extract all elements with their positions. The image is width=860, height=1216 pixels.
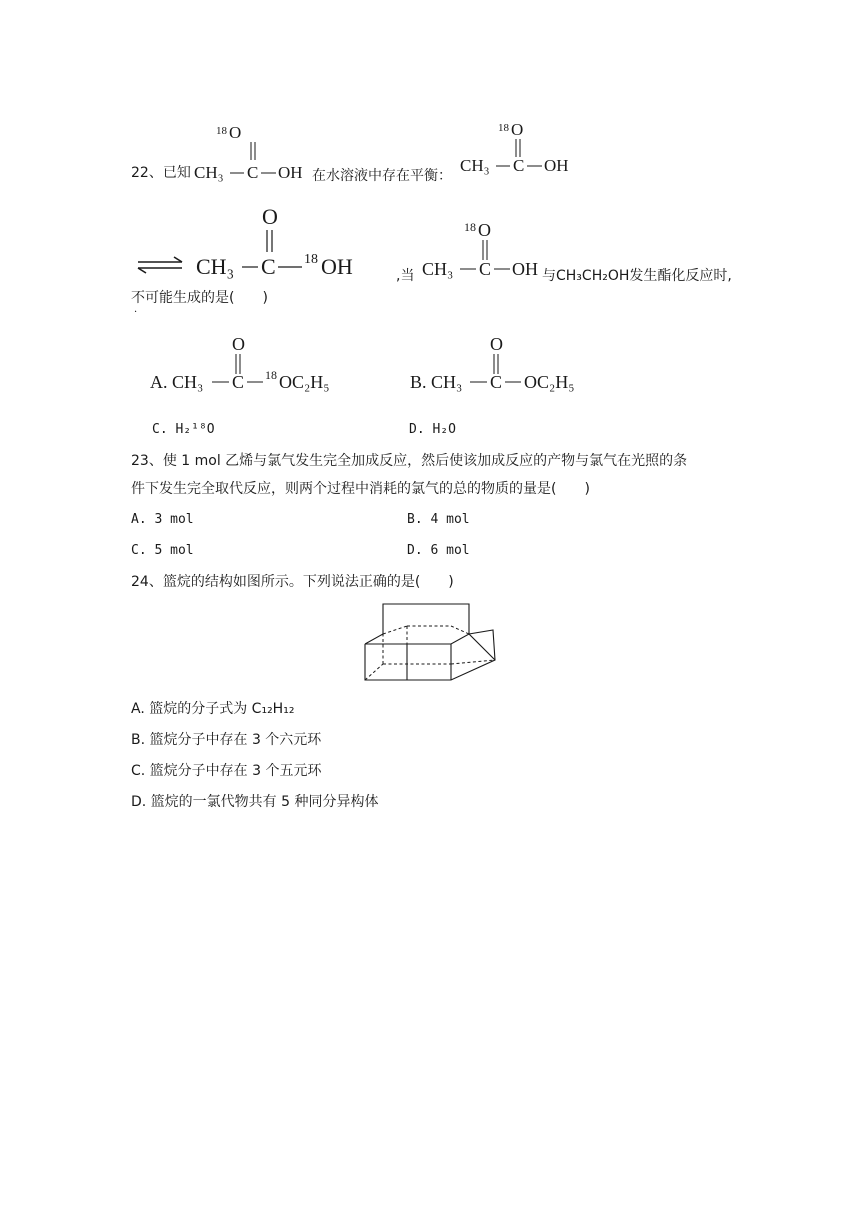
q23-option-b: B. 4 mol <box>407 512 470 527</box>
ch3-label: CH₃ <box>172 372 204 392</box>
q23-line2: 件下发生完全取代反应，则两个过程中消耗的氯气的总的物质的量是( ) <box>131 481 590 497</box>
ch3-label: CH₃ <box>431 372 463 392</box>
formula-acetic-acid-18o-carbonyl-3 <box>418 215 548 285</box>
oxygen-label: O <box>490 334 503 354</box>
q24-option-a: A. 篮烷的分子式为 C₁₂H₁₂ <box>131 701 295 717</box>
oxygen-label: O <box>232 334 245 354</box>
q22-option-b <box>408 330 608 400</box>
iso-label: 18 <box>304 252 318 267</box>
option-a-letter: A. <box>150 372 168 392</box>
oh-label: OH <box>321 254 353 279</box>
oxygen-label: O <box>478 220 491 240</box>
iso-label: 18 <box>498 122 509 134</box>
oxygen-label: O <box>262 204 278 229</box>
q22-prefix: 22、已知 <box>131 165 191 181</box>
q23-option-c: C. 5 mol <box>131 543 194 558</box>
carbon-label: C <box>261 254 276 279</box>
q22-option-c: C. H₂¹⁸O <box>152 422 215 437</box>
equilibrium-arrow-icon <box>138 257 182 273</box>
option-b-letter: B. <box>410 372 427 392</box>
ch3-label: CH₃ <box>422 259 454 279</box>
ch3-label: CH₃ <box>194 163 224 182</box>
oxygen-label: O <box>511 120 524 139</box>
q23-option-a: A. 3 mol <box>131 512 194 527</box>
ch3-label: CH₃ <box>460 156 490 175</box>
oh-label: OH <box>278 163 303 182</box>
q22-mid: 在水溶液中存在平衡： <box>312 168 452 184</box>
emphasis-dot: · <box>134 307 138 318</box>
oh-label: OH <box>512 259 538 279</box>
q24-option-b: B. 篮烷分子中存在 3 个六元环 <box>131 732 322 748</box>
formula-acetic-acid-18o-carbonyl-2 <box>458 115 578 181</box>
iso-label: 18 <box>216 125 227 137</box>
oh-label: OH <box>544 156 569 175</box>
q22-tail: 与CH₃CH₂OH发生酯化反应时, <box>542 268 732 284</box>
carbon-label: C <box>490 372 503 392</box>
q24-option-c: C. 篮烷分子中存在 3 个五元环 <box>131 763 322 779</box>
q23-line1: 23、使 1 mol 乙烯与氯气发生完全加成反应，然后使该加成反应的产物与氯气在光照的条 <box>131 453 688 469</box>
iso-label: 18 <box>464 220 476 234</box>
q22-option-a <box>148 330 358 400</box>
carbon-label: C <box>513 156 525 175</box>
carbon-label: C <box>247 163 259 182</box>
formula-equilibrium-18oh <box>130 200 370 280</box>
ch3-label: CH₃ <box>196 254 235 279</box>
oxygen-label: O <box>229 123 242 142</box>
iso-label: 18 <box>265 368 277 382</box>
carbon-label: C <box>232 372 245 392</box>
q22-when: ,当 <box>396 268 415 284</box>
oc2h5-label: OC₂H₅ <box>279 372 330 392</box>
carbon-label: C <box>479 259 492 279</box>
oc2h5-label: OC₂H₅ <box>524 372 575 392</box>
q24-stem: 24、篮烷的结构如图所示。下列说法正确的是( ) <box>131 574 454 590</box>
q24-option-d: D. 篮烷的一氯代物共有 5 种同分异构体 <box>131 794 379 810</box>
basketane-structure-figure <box>355 598 505 686</box>
q23-option-d: D. 6 mol <box>407 543 470 558</box>
q22-option-d: D. H₂O <box>409 422 456 437</box>
q22-line2: 不可能生成的是( ) <box>131 290 268 306</box>
formula-acetic-acid-18o-carbonyl <box>190 118 310 188</box>
